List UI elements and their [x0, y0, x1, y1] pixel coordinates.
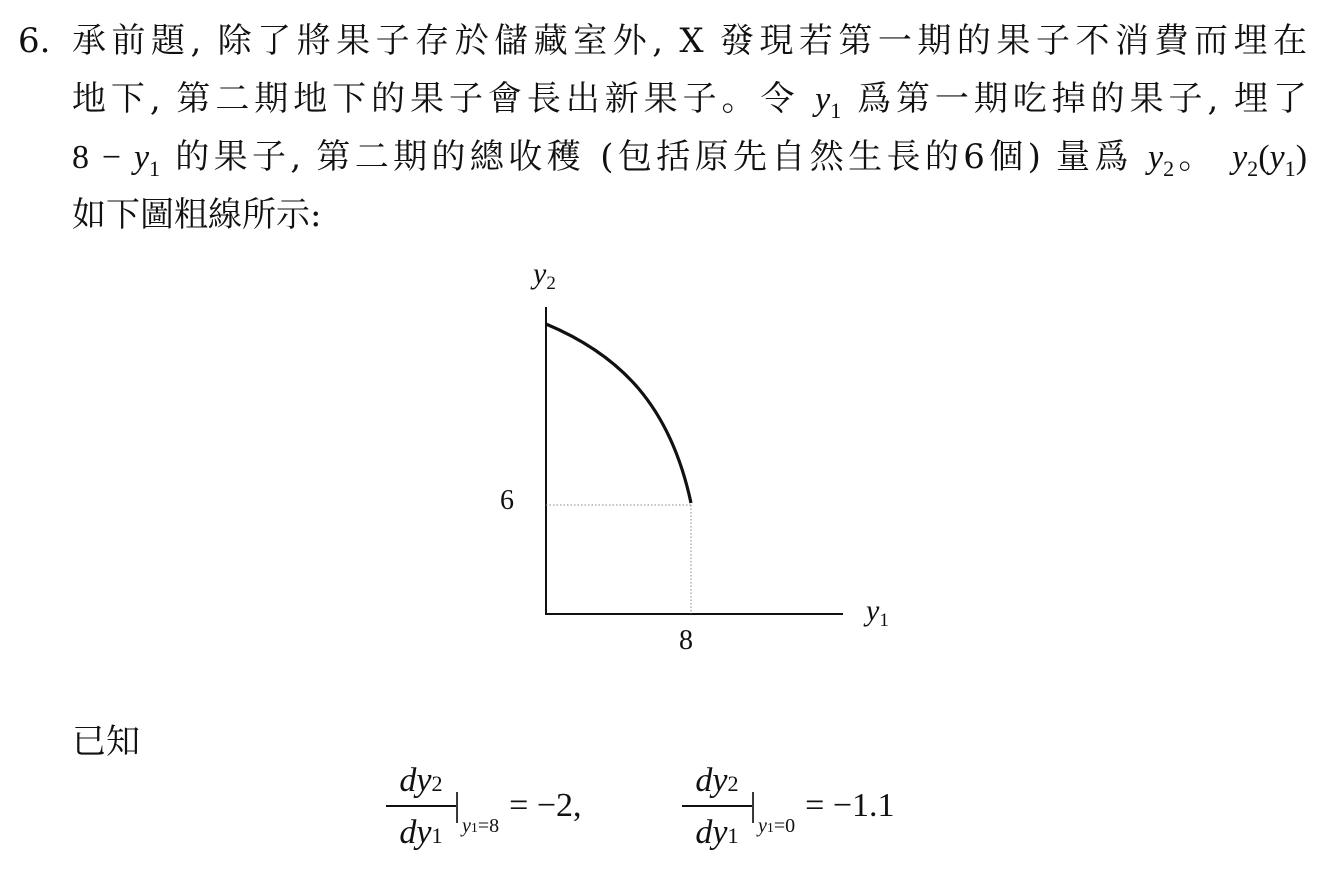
var-y2: $y_2$	[1147, 139, 1175, 181]
tick-label-8: 8	[679, 625, 693, 656]
expr-8-minus-y1: $8 - y_1$	[72, 139, 161, 181]
fraction-1-numerator: dy2	[399, 762, 443, 799]
problem-number: 6.	[18, 21, 51, 61]
fraction-1-denominator: dy1	[399, 814, 443, 851]
figure-svg	[470, 255, 940, 675]
y-axis-label: $y_2$	[533, 257, 556, 294]
statement-line-4: 如下圖粗線所示:	[72, 195, 322, 235]
statement-line-3-period: 。	[1174, 137, 1217, 177]
fraction-2	[680, 755, 754, 855]
statement-line-2-start: 地下, 第二期地下的果子會長出新果子。令	[72, 79, 800, 119]
harvest-curve	[546, 324, 691, 503]
fraction-2-numerator: dy2	[695, 762, 739, 799]
statement-line-3-middle: 的果子, 第二期的總收穫 (包括原先自然生長的6個) 量爲	[175, 137, 1133, 177]
var-y1: $y_1$	[815, 81, 842, 123]
derivative-equation	[380, 755, 1000, 855]
x-axis-label: $y_1$	[866, 594, 889, 631]
statement-line-2-end: 爲第一期吃掉的果子, 埋了	[857, 79, 1307, 119]
evaluation-1: $|_{y1=8}= -2$,	[453, 787, 582, 837]
harvest-curve-figure	[470, 255, 940, 675]
evaluation-2: $|_{y1=0}= -1.1$	[749, 787, 895, 837]
rhs-2: = −1.1	[805, 787, 895, 824]
func-y2-of-y1: $y_2(y_1)$	[1232, 139, 1307, 181]
problem-statement	[72, 12, 1307, 244]
fraction-2-denominator: dy1	[695, 814, 739, 851]
tick-label-6: 6	[500, 485, 514, 516]
statement-line-1: 承前題, 除了將果子存於儲藏室外, X 發現若第一期的果子不消費而埋在	[72, 21, 1307, 61]
statement-line-2	[72, 70, 1307, 128]
fraction-1	[384, 755, 458, 855]
fraction-1-bar	[386, 805, 456, 807]
rhs-1: = −2,	[509, 787, 582, 824]
fraction-2-bar	[682, 805, 752, 807]
condition-1: y1=8	[462, 815, 500, 837]
statement-line-3	[72, 128, 1307, 186]
known-label: 已知	[72, 722, 140, 762]
condition-2: y1=0	[758, 815, 796, 837]
